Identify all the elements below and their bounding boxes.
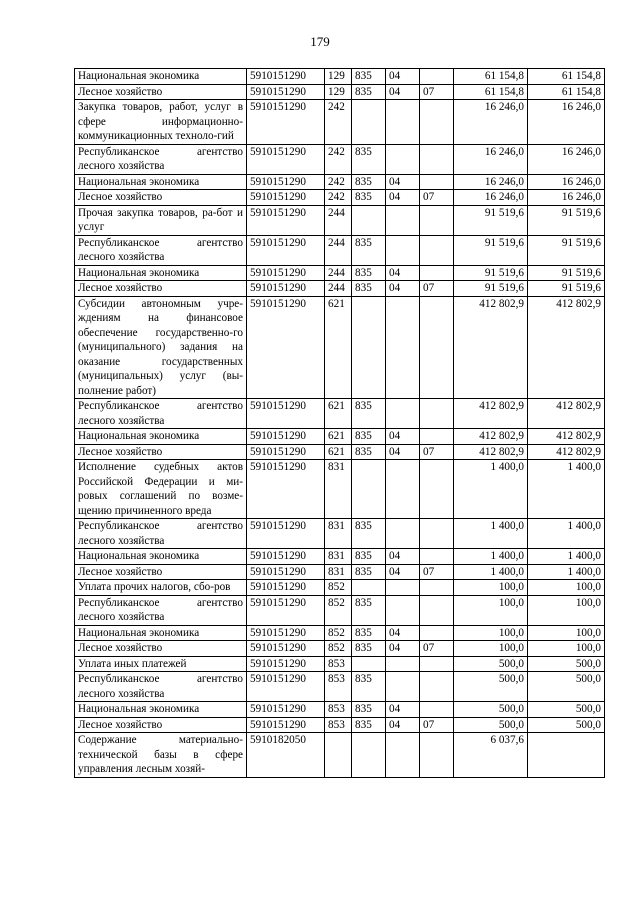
- row-expense-type: 621: [325, 444, 352, 460]
- row-admin-code: 835: [352, 429, 386, 445]
- row-subsection: [420, 235, 454, 265]
- row-amount-1: 1 400,0: [454, 460, 528, 519]
- row-target-code: 5910151290: [247, 174, 325, 190]
- row-subsection: [420, 265, 454, 281]
- row-admin-code: 835: [352, 190, 386, 206]
- row-name: Национальная экономика: [75, 625, 247, 641]
- row-subsection: [420, 100, 454, 145]
- table-row: [75, 174, 605, 190]
- row-admin-code: 835: [352, 717, 386, 733]
- row-amount-1: 91 519,6: [454, 205, 528, 235]
- row-amount-1: 1 400,0: [454, 549, 528, 565]
- row-name: Лесное хозяйство: [75, 281, 247, 297]
- row-subsection: [420, 144, 454, 174]
- row-amount-1: 16 246,0: [454, 174, 528, 190]
- row-subsection: 07: [420, 281, 454, 297]
- row-section: [386, 595, 420, 625]
- row-admin-code: 835: [352, 235, 386, 265]
- table-row: [75, 429, 605, 445]
- row-amount-2: 16 246,0: [528, 144, 605, 174]
- table-row: [75, 564, 605, 580]
- row-amount-1: 16 246,0: [454, 100, 528, 145]
- row-target-code: 5910151290: [247, 580, 325, 596]
- row-amount-1: 100,0: [454, 595, 528, 625]
- row-amount-2: 412 802,9: [528, 399, 605, 429]
- row-admin-code: 835: [352, 702, 386, 718]
- row-admin-code: [352, 656, 386, 672]
- table-row: [75, 444, 605, 460]
- row-subsection: [420, 399, 454, 429]
- row-name: Исполнение судебных актов Российской Федерации и ми-ровых соглашений по возме-щению причиненного вреда: [75, 460, 247, 519]
- row-target-code: 5910151290: [247, 144, 325, 174]
- row-expense-type: 621: [325, 296, 352, 399]
- table-row: [75, 702, 605, 718]
- table-row: [75, 69, 605, 85]
- row-section: 04: [386, 702, 420, 718]
- budget-table-body: [75, 69, 605, 778]
- row-admin-code: 835: [352, 672, 386, 702]
- row-name: Республиканское агентство лесного хозяйства: [75, 399, 247, 429]
- row-subsection: [420, 296, 454, 399]
- table-row: [75, 190, 605, 206]
- row-amount-2: 1 400,0: [528, 460, 605, 519]
- row-admin-code: [352, 296, 386, 399]
- table-row: [75, 625, 605, 641]
- row-admin-code: 835: [352, 399, 386, 429]
- row-name: Республиканское агентство лесного хозяйства: [75, 235, 247, 265]
- row-admin-code: 835: [352, 549, 386, 565]
- row-expense-type: 831: [325, 564, 352, 580]
- row-expense-type: 852: [325, 595, 352, 625]
- row-subsection: [420, 549, 454, 565]
- row-expense-type: 242: [325, 190, 352, 206]
- row-target-code: 5910151290: [247, 672, 325, 702]
- row-section: [386, 460, 420, 519]
- row-expense-type: 852: [325, 641, 352, 657]
- row-subsection: [420, 580, 454, 596]
- row-name: Лесное хозяйство: [75, 641, 247, 657]
- row-name: Субсидии автономным учре-ждениям на финансовое обеспечение государственно-го (муниципального) задания на оказание государственных (муниципальных) услуг (вы-полнение работ): [75, 296, 247, 399]
- row-amount-1: 412 802,9: [454, 399, 528, 429]
- row-expense-type: 831: [325, 460, 352, 519]
- row-amount-1: 1 400,0: [454, 564, 528, 580]
- row-amount-1: 16 246,0: [454, 144, 528, 174]
- table-row: [75, 460, 605, 519]
- row-target-code: 5910151290: [247, 702, 325, 718]
- row-expense-type: 853: [325, 656, 352, 672]
- row-amount-1: 412 802,9: [454, 429, 528, 445]
- row-subsection: [420, 429, 454, 445]
- row-amount-2: 91 519,6: [528, 265, 605, 281]
- row-name: Национальная экономика: [75, 429, 247, 445]
- table-row: [75, 595, 605, 625]
- table-row: [75, 717, 605, 733]
- row-amount-2: 500,0: [528, 672, 605, 702]
- row-target-code: 5910151290: [247, 265, 325, 281]
- row-section: [386, 296, 420, 399]
- row-admin-code: 835: [352, 444, 386, 460]
- row-section: [386, 656, 420, 672]
- row-subsection: 07: [420, 444, 454, 460]
- row-target-code: 5910151290: [247, 625, 325, 641]
- row-subsection: [420, 595, 454, 625]
- row-target-code: 5910151290: [247, 100, 325, 145]
- row-expense-type: 621: [325, 429, 352, 445]
- row-admin-code: 835: [352, 519, 386, 549]
- row-amount-1: 91 519,6: [454, 235, 528, 265]
- table-row: [75, 549, 605, 565]
- row-amount-1: 91 519,6: [454, 281, 528, 297]
- row-expense-type: 129: [325, 84, 352, 100]
- row-name: Лесное хозяйство: [75, 190, 247, 206]
- row-expense-type: 244: [325, 205, 352, 235]
- row-admin-code: 835: [352, 281, 386, 297]
- row-subsection: [420, 174, 454, 190]
- row-subsection: [420, 656, 454, 672]
- row-target-code: 5910151290: [247, 190, 325, 206]
- row-expense-type: 244: [325, 281, 352, 297]
- row-section: [386, 672, 420, 702]
- row-expense-type: 621: [325, 399, 352, 429]
- row-amount-2: 16 246,0: [528, 174, 605, 190]
- row-section: 04: [386, 174, 420, 190]
- row-section: [386, 100, 420, 145]
- row-name: Закупка товаров, работ, услуг в сфере информационно-коммуникационных техноло-гий: [75, 100, 247, 145]
- row-subsection: [420, 672, 454, 702]
- row-name: Лесное хозяйство: [75, 564, 247, 580]
- row-admin-code: 835: [352, 595, 386, 625]
- row-expense-type: 852: [325, 580, 352, 596]
- row-expense-type: 831: [325, 549, 352, 565]
- table-row: [75, 656, 605, 672]
- row-admin-code: 835: [352, 564, 386, 580]
- row-amount-1: 1 400,0: [454, 519, 528, 549]
- row-section: 04: [386, 429, 420, 445]
- row-amount-1: 500,0: [454, 656, 528, 672]
- budget-table: [74, 68, 605, 778]
- row-amount-2: 1 400,0: [528, 564, 605, 580]
- row-amount-2: 91 519,6: [528, 281, 605, 297]
- row-admin-code: 835: [352, 641, 386, 657]
- row-amount-1: 500,0: [454, 702, 528, 718]
- table-row: [75, 205, 605, 235]
- row-target-code: 5910151290: [247, 656, 325, 672]
- row-expense-type: 853: [325, 702, 352, 718]
- table-row: [75, 519, 605, 549]
- row-target-code: 5910151290: [247, 460, 325, 519]
- row-target-code: 5910182050: [247, 733, 325, 778]
- row-name: Республиканское агентство лесного хозяйства: [75, 519, 247, 549]
- row-amount-1: 100,0: [454, 641, 528, 657]
- row-amount-2: 100,0: [528, 641, 605, 657]
- row-admin-code: [352, 205, 386, 235]
- row-name: Национальная экономика: [75, 174, 247, 190]
- row-section: 04: [386, 281, 420, 297]
- row-amount-2: 16 246,0: [528, 190, 605, 206]
- row-expense-type: 244: [325, 235, 352, 265]
- row-target-code: 5910151290: [247, 717, 325, 733]
- row-subsection: [420, 205, 454, 235]
- row-admin-code: 835: [352, 69, 386, 85]
- row-section: [386, 205, 420, 235]
- row-name: Уплата прочих налогов, сбо-ров: [75, 580, 247, 596]
- row-target-code: 5910151290: [247, 205, 325, 235]
- row-subsection: 07: [420, 190, 454, 206]
- row-amount-1: 412 802,9: [454, 296, 528, 399]
- row-section: 04: [386, 625, 420, 641]
- row-amount-1: 16 246,0: [454, 190, 528, 206]
- row-name: Национальная экономика: [75, 549, 247, 565]
- row-amount-2: 412 802,9: [528, 429, 605, 445]
- row-admin-code: [352, 733, 386, 778]
- row-name: Республиканское агентство лесного хозяйства: [75, 672, 247, 702]
- row-expense-type: 853: [325, 717, 352, 733]
- row-admin-code: 835: [352, 174, 386, 190]
- table-row: [75, 265, 605, 281]
- row-name: Лесное хозяйство: [75, 717, 247, 733]
- row-target-code: 5910151290: [247, 281, 325, 297]
- table-row: [75, 733, 605, 778]
- row-subsection: 07: [420, 641, 454, 657]
- row-admin-code: 835: [352, 265, 386, 281]
- row-amount-2: 1 400,0: [528, 549, 605, 565]
- row-target-code: 5910151290: [247, 429, 325, 445]
- row-section: [386, 519, 420, 549]
- row-amount-2: 100,0: [528, 595, 605, 625]
- row-amount-2: 61 154,8: [528, 84, 605, 100]
- row-amount-2: 500,0: [528, 656, 605, 672]
- table-row: [75, 296, 605, 399]
- row-amount-1: 500,0: [454, 717, 528, 733]
- row-amount-2: 500,0: [528, 717, 605, 733]
- row-amount-1: 61 154,8: [454, 69, 528, 85]
- row-amount-2: 500,0: [528, 702, 605, 718]
- row-section: [386, 733, 420, 778]
- row-amount-2: [528, 733, 605, 778]
- row-amount-2: 100,0: [528, 625, 605, 641]
- row-section: 04: [386, 641, 420, 657]
- row-target-code: 5910151290: [247, 444, 325, 460]
- row-expense-type: 242: [325, 100, 352, 145]
- row-subsection: [420, 625, 454, 641]
- page-number: 179: [310, 34, 330, 49]
- table-row: [75, 281, 605, 297]
- row-amount-1: 500,0: [454, 672, 528, 702]
- row-name: Республиканское агентство лесного хозяйства: [75, 595, 247, 625]
- row-amount-2: 1 400,0: [528, 519, 605, 549]
- row-admin-code: [352, 460, 386, 519]
- row-subsection: 07: [420, 564, 454, 580]
- row-section: 04: [386, 190, 420, 206]
- row-expense-type: [325, 733, 352, 778]
- row-admin-code: 835: [352, 144, 386, 174]
- row-subsection: [420, 733, 454, 778]
- row-target-code: 5910151290: [247, 399, 325, 429]
- row-admin-code: [352, 580, 386, 596]
- row-amount-2: 61 154,8: [528, 69, 605, 85]
- row-section: [386, 399, 420, 429]
- row-section: 04: [386, 84, 420, 100]
- row-name: Лесное хозяйство: [75, 84, 247, 100]
- table-row: [75, 100, 605, 145]
- row-target-code: 5910151290: [247, 235, 325, 265]
- row-admin-code: [352, 100, 386, 145]
- row-amount-1: 91 519,6: [454, 265, 528, 281]
- row-section: 04: [386, 69, 420, 85]
- row-name: Национальная экономика: [75, 69, 247, 85]
- row-section: [386, 144, 420, 174]
- table-row: [75, 84, 605, 100]
- row-target-code: 5910151290: [247, 641, 325, 657]
- row-section: [386, 580, 420, 596]
- row-amount-2: 412 802,9: [528, 444, 605, 460]
- row-subsection: 07: [420, 717, 454, 733]
- row-name: Национальная экономика: [75, 265, 247, 281]
- row-name: Лесное хозяйство: [75, 444, 247, 460]
- row-section: 04: [386, 549, 420, 565]
- table-row: [75, 144, 605, 174]
- row-amount-2: 16 246,0: [528, 100, 605, 145]
- row-amount-1: 100,0: [454, 625, 528, 641]
- row-amount-1: 412 802,9: [454, 444, 528, 460]
- table-row: [75, 580, 605, 596]
- row-subsection: [420, 519, 454, 549]
- row-expense-type: 853: [325, 672, 352, 702]
- row-subsection: [420, 69, 454, 85]
- table-row: [75, 235, 605, 265]
- row-admin-code: 835: [352, 625, 386, 641]
- row-target-code: 5910151290: [247, 564, 325, 580]
- row-amount-1: 61 154,8: [454, 84, 528, 100]
- row-subsection: 07: [420, 84, 454, 100]
- row-subsection: [420, 460, 454, 519]
- row-amount-2: 91 519,6: [528, 235, 605, 265]
- row-section: 04: [386, 444, 420, 460]
- row-section: 04: [386, 564, 420, 580]
- table-row: [75, 399, 605, 429]
- row-amount-2: 412 802,9: [528, 296, 605, 399]
- table-row: [75, 672, 605, 702]
- row-expense-type: 852: [325, 625, 352, 641]
- row-target-code: 5910151290: [247, 519, 325, 549]
- row-section: 04: [386, 265, 420, 281]
- row-expense-type: 244: [325, 265, 352, 281]
- row-expense-type: 242: [325, 144, 352, 174]
- row-section: [386, 235, 420, 265]
- row-subsection: [420, 702, 454, 718]
- row-amount-1: 6 037,6: [454, 733, 528, 778]
- row-section: 04: [386, 717, 420, 733]
- row-amount-1: 100,0: [454, 580, 528, 596]
- row-target-code: 5910151290: [247, 84, 325, 100]
- row-admin-code: 835: [352, 84, 386, 100]
- row-amount-2: 91 519,6: [528, 205, 605, 235]
- row-name: Прочая закупка товаров, ра-бот и услуг: [75, 205, 247, 235]
- row-target-code: 5910151290: [247, 595, 325, 625]
- table-row: [75, 641, 605, 657]
- row-name: Содержание материально-технической базы в сфере управления лесным хозяй-: [75, 733, 247, 778]
- row-name: Республиканское агентство лесного хозяйства: [75, 144, 247, 174]
- row-expense-type: 831: [325, 519, 352, 549]
- row-target-code: 5910151290: [247, 296, 325, 399]
- row-name: Национальная экономика: [75, 702, 247, 718]
- row-target-code: 5910151290: [247, 549, 325, 565]
- row-name: Уплата иных платежей: [75, 656, 247, 672]
- row-target-code: 5910151290: [247, 69, 325, 85]
- row-expense-type: 242: [325, 174, 352, 190]
- row-expense-type: 129: [325, 69, 352, 85]
- row-amount-2: 100,0: [528, 580, 605, 596]
